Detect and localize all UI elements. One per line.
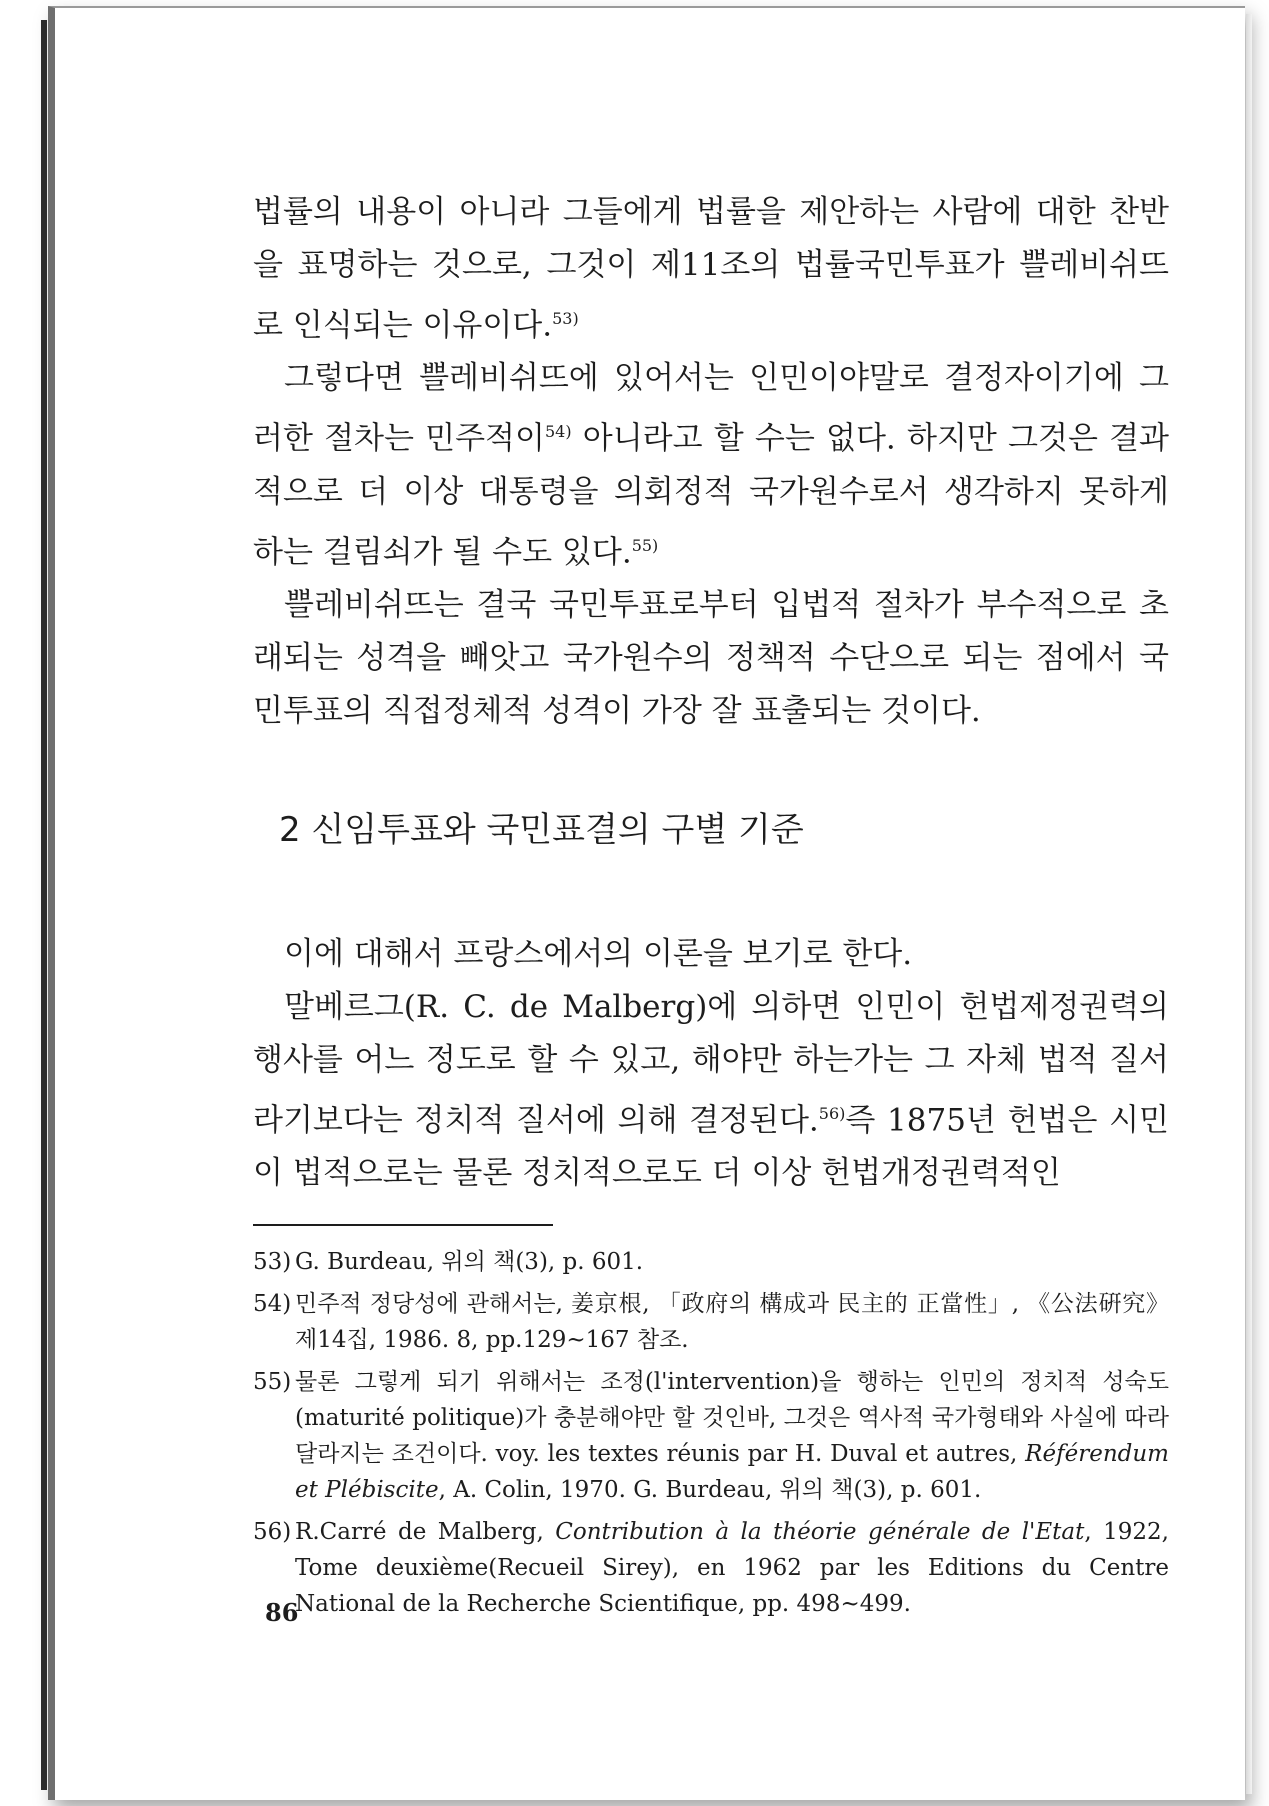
footnote-55: [253, 1364, 1169, 1508]
book-page: [48, 6, 1245, 1800]
footnote-55-number: 55): [253, 1369, 292, 1396]
footnote-56-text-a: R.Carré de Malberg,: [295, 1519, 556, 1546]
footnote-53-number: 53): [253, 1249, 292, 1276]
paragraph-2-text-b: 아니라고 할 수는 없다. 하지만 그것은 결과적으로 더 이상 대통령을 의회정적 국가원수로서 생각하지 못하게 하는 걸림쇠가 될 수도 있다.: [253, 420, 1169, 570]
footnote-divider: [253, 1224, 553, 1226]
paragraph-4: [253, 928, 1169, 981]
page-content: [253, 186, 1169, 1628]
footnote-56-text-b: , 1922, Tome deuxième(Recueil Sirey), en 1962 par les Editions du Centre National de la Recherche Scientifique, pp. 498~499.: [295, 1519, 1169, 1618]
page-number: 86: [265, 1598, 299, 1627]
section-heading: 2 신임투표와 국민표결의 구별 기준: [279, 809, 804, 850]
footnote-56-text: [295, 1514, 1169, 1622]
paragraph-4-text: 이에 대해서 프랑스에서의 이론을 보기로 한다.: [284, 935, 913, 972]
footnote-56-book-title: Contribution à la théorie générale de l'Etat: [555, 1519, 1085, 1546]
footnote-54-text-a: 민주적 정당성에 관해서는, 姜京根, 「政府의 構成과 民主的 正當性」,: [295, 1291, 1028, 1318]
footnote-53: [253, 1244, 1169, 1280]
footnote-55-text-b: , A. Colin, 1970. G. Burdeau, 위의 책(3), p. 601.: [438, 1477, 982, 1504]
paragraph-1-text: 법률의 내용이 아니라 그들에게 법률을 제안하는 사람에 대한 찬반을 표명하는 것으로, 그것이 제11조의 법률국민투표가 쁠레비쉬뜨로 인식되는 이유이다.: [253, 194, 1169, 344]
footnote-ref-56: 56): [818, 1103, 846, 1123]
footnote-56: [253, 1514, 1169, 1622]
footnote-55-text: [295, 1364, 1169, 1508]
footnote-54-text-b: 제14집, 1986. 8, pp.129~167 참조.: [295, 1327, 689, 1354]
footnote-54-journal: 《公法硏究》: [1027, 1291, 1169, 1318]
paragraph-5-text-b: 즉 1875년 헌법은 시민이 법적으로는 물론 정치적으로도 더 이상 헌법개정권력적인: [253, 1102, 1170, 1192]
footnote-55-book-title: Référendum et Plébiscite: [295, 1441, 1169, 1504]
footnote-54-text: [295, 1286, 1169, 1358]
paragraph-1: [253, 186, 1169, 352]
paragraph-3: [253, 579, 1169, 738]
footnote-56-number: 56): [253, 1519, 292, 1546]
footnote-55-text-a: 물론 그렇게 되기 위해서는 조정(l'intervention)을 행하는 인민의 정치적 성숙도(maturité politique)가 충분해야만 할 것인바, 그것은 역사적 국가형태와 사실에 따라 달라지는 조건이다. voy. les textes réunis par H. Duval et autres,: [295, 1369, 1169, 1468]
paragraph-5-text-a: 말베르그(R. C. de Malberg)에 의하면 인민이 헌법제정권력의 행사를 어느 정도로 할 수 있고, 해야만 하는가는 그 자체 법적 질서라기보다는 정치적 질서에 의해 결정된다.: [253, 988, 1169, 1139]
paragraph-2-text-a: 그렇다면 쁠레비쉬뜨에 있어서는 인민이야말로 결정자이기에 그러한 절차는 민주적이: [253, 360, 1169, 457]
footnote-54: [253, 1286, 1169, 1358]
footnote-54-number: 54): [253, 1291, 292, 1318]
footnote-ref-54: 54): [544, 422, 572, 442]
paragraph-2: [253, 352, 1169, 579]
paragraph-3-text: 쁠레비쉬뜨는 결국 국민투표로부터 입법적 절차가 부수적으로 초래되는 성격을 빼앗고 국가원수의 정책적 수단으로 되는 점에서 국민투표의 직접정체적 성격이 가장 잘 표출되는 것이다.: [253, 586, 1169, 729]
footnote-53-text: G. Burdeau, 위의 책(3), p. 601.: [295, 1249, 644, 1276]
footnote-ref-55: 55): [631, 535, 659, 555]
footnote-ref-53: 53): [552, 309, 579, 328]
paragraph-5: [253, 981, 1169, 1200]
